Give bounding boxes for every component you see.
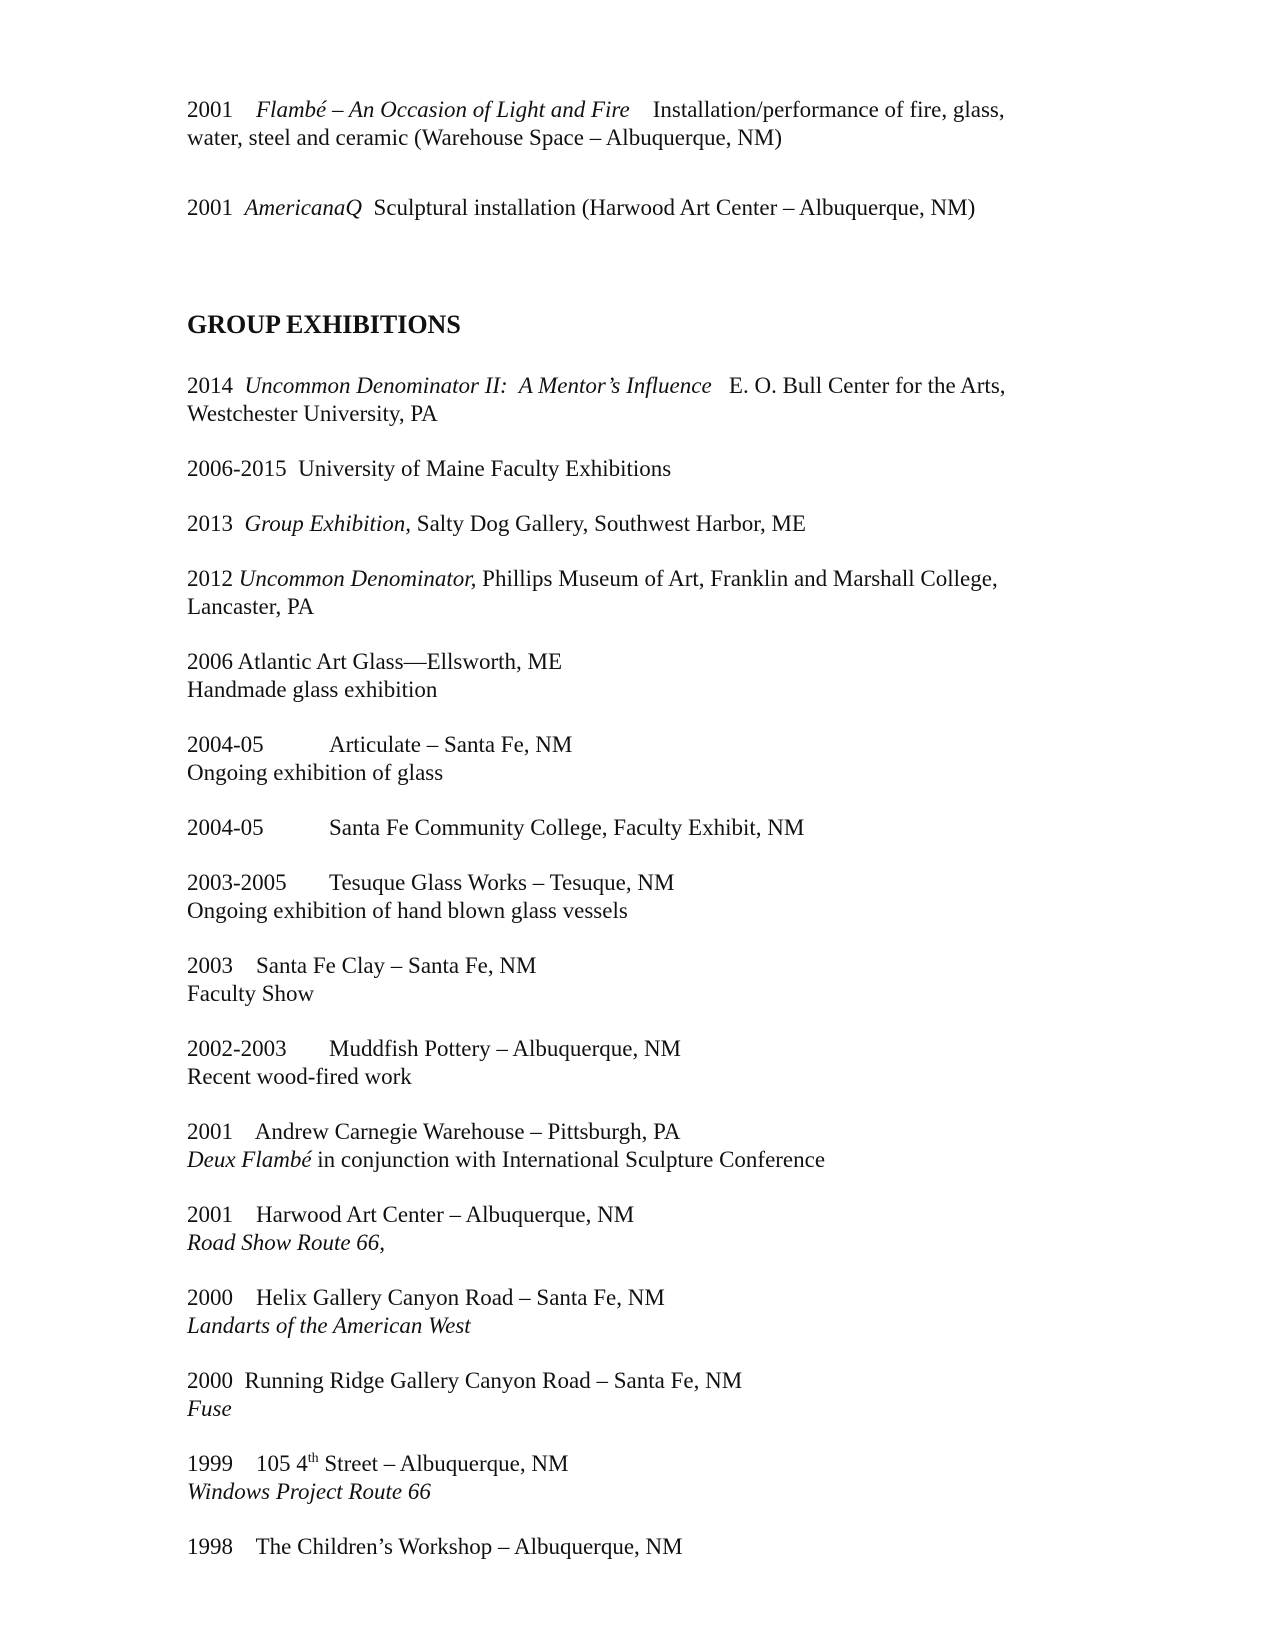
entry-venue: Andrew Carnegie Warehouse – Pittsburgh, PA [254, 1119, 681, 1144]
entry-line2: Handmade glass exhibition [187, 677, 438, 702]
entry-title: Windows Project Route 66 [187, 1479, 431, 1504]
group-entry-2003 [187, 952, 1087, 1008]
entry-venue: Santa Fe Community College, Faculty Exhibit, NM [329, 815, 805, 840]
entry-line1: 2006 Atlantic Art Glass—Ellsworth, ME [187, 649, 563, 674]
entry-year: 2004-05 [187, 732, 264, 757]
entry-year: 2004-05 [187, 815, 264, 840]
entry-year: 1999 [187, 1451, 233, 1476]
group-entry-2001-carnegie [187, 1118, 1087, 1174]
entry-line2: Westchester University, PA [187, 401, 438, 426]
group-entry-2002-2003 [187, 1035, 1087, 1091]
entry-year: 2012 [187, 566, 233, 591]
entry-line2: Faculty Show [187, 981, 315, 1006]
entry-venue: Helix Gallery Canyon Road – Santa Fe, NM [256, 1285, 665, 1310]
entry-line2: in conjunction with International Sculpture Conference [317, 1147, 826, 1172]
entry-title: Deux Flambé [187, 1147, 312, 1172]
entry-year: 2013 [187, 511, 233, 536]
group-entry-2013 [187, 510, 1087, 538]
group-entry-2004-05-articulate [187, 731, 1087, 787]
entry-venue: Muddfish Pottery – Albuquerque, NM [329, 1036, 682, 1061]
entry-year: 2001 [187, 1119, 233, 1144]
group-entry-1998 [187, 1533, 1087, 1561]
entry-title: Uncommon Denominator II: A Mentor’s Influence [244, 373, 712, 398]
entry-line2: Recent wood-fired work [187, 1064, 412, 1089]
entry-venue: Running Ridge Gallery Canyon Road – Santa Fe, NM [244, 1368, 743, 1393]
group-entry-1999 [187, 1450, 1087, 1506]
group-entry-2006 [187, 648, 1087, 704]
solo-entry-flambe [187, 96, 1087, 152]
entry-year: 2002-2003 [187, 1036, 287, 1061]
entry-title: Flambé – An Occasion of Light and Fire [256, 97, 630, 122]
group-entry-2012 [187, 565, 1087, 621]
ordinal-suffix: th [307, 1451, 319, 1466]
group-entry-2004-05-sfcc [187, 814, 1087, 842]
entry-title: Group Exhibition, [244, 511, 412, 536]
group-entry-2014 [187, 372, 1087, 428]
entry-year: 2003 [187, 953, 233, 978]
solo-entry-americanaq [187, 194, 1087, 222]
entry-year: 2001 [187, 195, 233, 220]
group-entry-2003-2005 [187, 869, 1087, 925]
entry-line2: Ongoing exhibition of glass [187, 760, 444, 785]
entry-venue: Tesuque Glass Works – Tesuque, NM [329, 870, 675, 895]
entry-text: Salty Dog Gallery, Southwest Harbor, ME [416, 511, 806, 536]
entry-venue: Harwood Art Center – Albuquerque, NM [256, 1202, 635, 1227]
entry-title: Fuse [187, 1396, 232, 1421]
document-page [187, 96, 1087, 1561]
entry-year: 2014 [187, 373, 233, 398]
entry-line2: Ongoing exhibition of hand blown glass vessels [187, 898, 628, 923]
section-heading-group-exhibitions: GROUP EXHIBITIONS [187, 310, 461, 339]
entry-venue: Articulate – Santa Fe, NM [329, 732, 573, 757]
entry-year: 2000 [187, 1368, 233, 1393]
entry-year: 2003-2005 [187, 870, 287, 895]
entry-venue: Street – Albuquerque, NM [324, 1451, 569, 1476]
group-entry-2000-helix [187, 1284, 1087, 1340]
entry-text: Phillips Museum of Art, Franklin and Marshall College, [482, 566, 998, 591]
entry-year: 1998 [187, 1534, 233, 1559]
entry-text: University of Maine Faculty Exhibitions [298, 456, 672, 481]
entry-line2: Lancaster, PA [187, 594, 315, 619]
entry-street-number: 105 4 [256, 1451, 308, 1476]
entry-description: Installation/performance of fire, glass, [652, 97, 1005, 122]
entry-title: AmericanaQ [244, 195, 363, 220]
entry-venue: E. O. Bull Center for the Arts, [728, 373, 1006, 398]
entry-title: Landarts of the American West [187, 1313, 471, 1338]
group-entry-2001-harwood [187, 1201, 1087, 1257]
entry-year: 2001 [187, 97, 233, 122]
entry-year: 2006-2015 [187, 456, 287, 481]
entry-venue: The Children’s Workshop – Albuquerque, NM [255, 1534, 683, 1559]
entry-title: Uncommon Denominator, [238, 566, 477, 591]
group-entry-2000-running-ridge [187, 1367, 1087, 1423]
entry-year: 2000 [187, 1285, 233, 1310]
entry-description: Sculptural installation (Harwood Art Center – Albuquerque, NM) [373, 195, 976, 220]
entry-year: 2001 [187, 1202, 233, 1227]
entry-venue: Santa Fe Clay – Santa Fe, NM [256, 953, 537, 978]
group-entry-2006-2015 [187, 455, 1087, 483]
entry-title: Road Show Route 66, [187, 1230, 386, 1255]
entry-description-cont: water, steel and ceramic (Warehouse Space – Albuquerque, NM) [187, 125, 782, 150]
